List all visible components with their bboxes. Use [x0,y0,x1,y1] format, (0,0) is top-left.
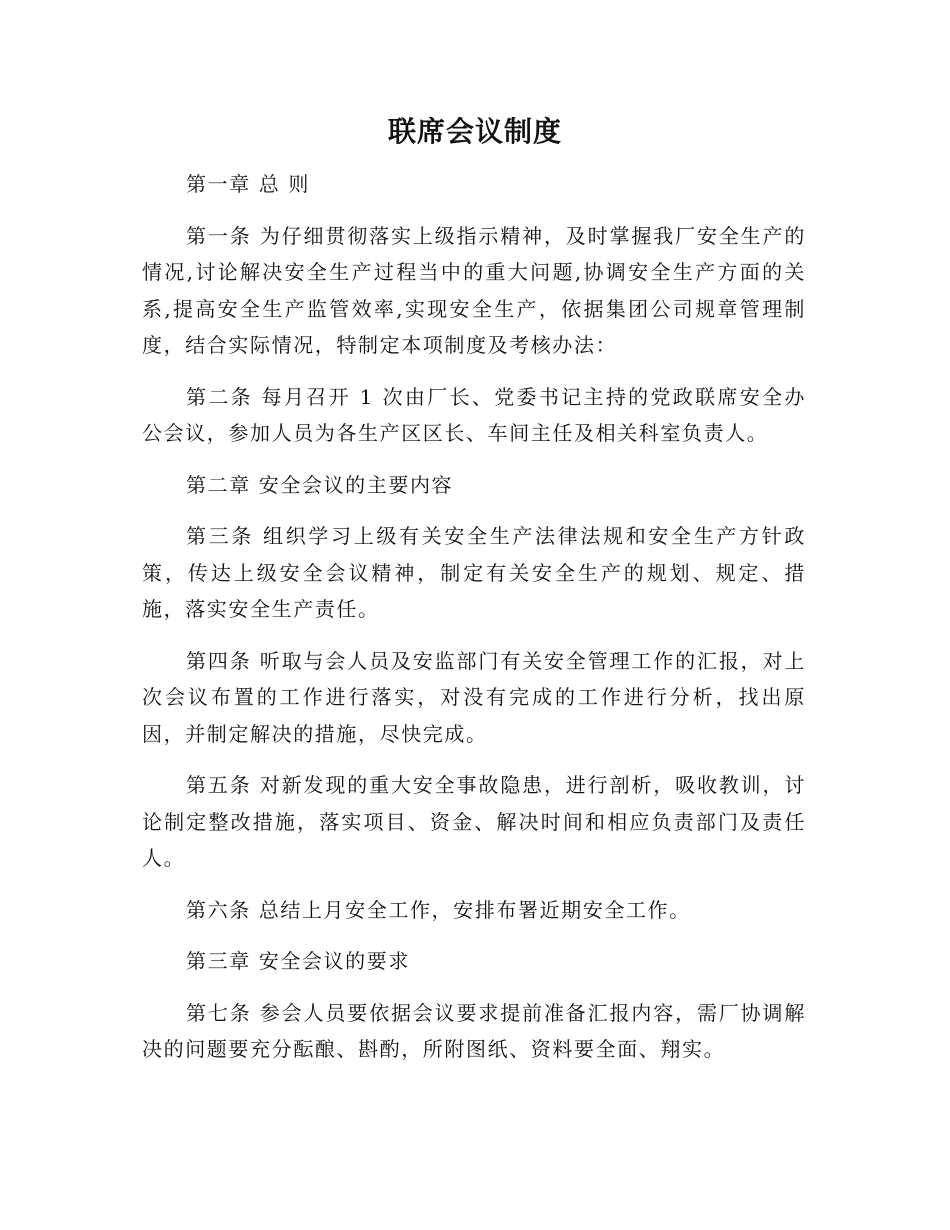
chapter-heading-2: 第二章 安全会议的主要内容 [186,472,454,497]
article-4: 第四条 听取与会人员及安监部门有关安全管理工作的汇报，对上次会议布置的工作进行落实，对没有完成的工作进行分析，找出原因，并制定解决的措施，尽快完成。 [142,648,806,746]
document-title: 联席会议制度 [387,115,562,148]
chapter-heading-3: 第三章 安全会议的要求 [186,949,410,973]
article-2: 第二条 每月召开 1 次由厂长、党委书记主持的党政联席安全办公会议，参加人员为各生产区区长、车间主任及相关科室负责人。 [142,384,806,445]
chapter-heading-1: 第一章 总 则 [186,172,310,196]
document-body [142,166,806,1083]
article-3: 第三条 组织学习上级有关安全生产法律法规和安全生产方针政策，传达上级安全会议精神，制定有关安全生产的规划、规定、措施，落实安全生产责任。 [142,524,806,621]
article-7: 第七条 参会人员要依据会议要求提前准备汇报内容，需厂协调解决的问题要充分酝酿、斟酌，所附图纸、资料要全面、翔实。 [142,1000,806,1061]
article-1: 第一条 为仔细贯彻落实上级指示精神，及时掌握我厂安全生产的情况,讨论解决安全生产过程当中的重大问题,协调安全生产方面的关系,提高安全生产监管效率,实现安全生产，依据集团公司规章管理制度，结合实际情况，特制定本项制度及考核办法： [142,223,806,357]
article-6: 第六条 总结上月安全工作，安排布署近期安全工作。 [186,897,691,922]
article-5: 第五条 对新发现的重大安全事故隐患，进行剖析，吸收教训，讨论制定整改措施，落实项目、资金、解决时间和相应负责部门及责任人。 [142,773,806,870]
